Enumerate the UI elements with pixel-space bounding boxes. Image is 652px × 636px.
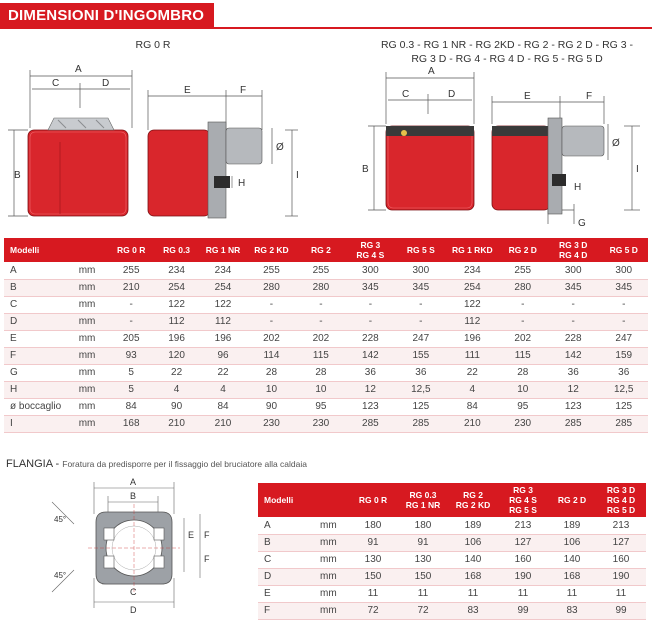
dimensions-table-header-cell: RG 2: [297, 238, 345, 262]
dimensions-table-row: [4, 347, 648, 364]
flange-table-cell: mm: [320, 585, 348, 602]
dimensions-table-cell: 115: [499, 347, 547, 364]
dim-label-h-2: H: [574, 182, 582, 193]
flange-table-cell: 91: [348, 534, 398, 551]
flange-table-header-cell: Modelli: [258, 483, 320, 517]
dimensions-table-cell: 159: [599, 347, 648, 364]
dimensions-table-cell: 115: [297, 347, 345, 364]
dimensions-table-cell: C: [4, 296, 79, 313]
flange-label-d: D: [130, 605, 137, 615]
flangia-heading: [6, 458, 307, 470]
dimensions-table-cell: 285: [547, 415, 599, 432]
dimensions-table-cell: 122: [200, 296, 246, 313]
dimensions-table-cell: 114: [246, 347, 296, 364]
burner-drawing-models: [352, 64, 652, 236]
dim-label-phi-2: Ø: [612, 138, 620, 149]
flange-table-cell: 11: [498, 585, 548, 602]
flange-table-header-cell: RG 2 D: [548, 483, 596, 517]
flange-table-cell: 168: [548, 568, 596, 585]
dimensions-table-cell: 247: [396, 330, 446, 347]
dimensions-table-cell: 123: [547, 398, 599, 415]
dimensions-table-cell: 10: [297, 381, 345, 398]
flange-label-deg-top: 45°: [54, 515, 67, 524]
flange-label-a: A: [130, 477, 137, 487]
dimensions-table-cell: 285: [345, 415, 395, 432]
dimensions-table-cell: -: [599, 313, 648, 330]
dim-label-h: H: [238, 178, 246, 189]
dim-label-e: E: [184, 85, 191, 96]
dimensions-table-cell: H: [4, 381, 79, 398]
dimensions-table-header-cell: RG 5 S: [396, 238, 446, 262]
dimensions-table: [4, 238, 648, 433]
flange-table-cell: A: [258, 517, 320, 534]
dimensions-table-cell: 254: [446, 279, 498, 296]
flange-table-cell: 11: [596, 585, 646, 602]
dimensions-table-cell: 345: [345, 279, 395, 296]
dimensions-table-cell: -: [345, 313, 395, 330]
dimensions-table-cell: 28: [246, 364, 296, 381]
dimensions-table-cell: mm: [79, 381, 109, 398]
flange-table-cell: C: [258, 551, 320, 568]
dimensions-table-cell: 22: [446, 364, 498, 381]
dimensions-table-row: [4, 330, 648, 347]
dimensions-table-cell: F: [4, 347, 79, 364]
dimensions-table-cell: 228: [547, 330, 599, 347]
dimensions-table-header-cell: RG 3 D RG 4 D: [547, 238, 599, 262]
flange-table-cell: 72: [398, 602, 448, 619]
flange-table-cell: 106: [448, 534, 498, 551]
dimensions-table-row: [4, 364, 648, 381]
dimensions-table-cell: mm: [79, 330, 109, 347]
flange-table-cell: 213: [596, 517, 646, 534]
flange-table-cell: 11: [448, 585, 498, 602]
dimensions-table-cell: 228: [345, 330, 395, 347]
flange-drawing: [50, 474, 220, 626]
dimensions-table-row: [4, 296, 648, 313]
flange-table-cell: 83: [548, 602, 596, 619]
flange-table-cell: 91: [398, 534, 448, 551]
dimensions-table-row: [4, 381, 648, 398]
dimensions-table-cell: 300: [345, 262, 395, 279]
dimensions-table-cell: 112: [200, 313, 246, 330]
flange-table-cell: 127: [498, 534, 548, 551]
dim-label-b-2: B: [362, 164, 369, 175]
dimensions-table-cell: A: [4, 262, 79, 279]
dimensions-table-header-cell: Modelli: [4, 238, 79, 262]
dimensions-table-cell: B: [4, 279, 79, 296]
dimensions-table-cell: 230: [499, 415, 547, 432]
dimensions-table-cell: 230: [297, 415, 345, 432]
dimensions-table-cell: 210: [109, 279, 153, 296]
dimensions-table-header-cell: RG 1 RKD: [446, 238, 498, 262]
dimensions-table-cell: 280: [499, 279, 547, 296]
dimensions-table-cell: 28: [297, 364, 345, 381]
dimensions-table-cell: 168: [109, 415, 153, 432]
dimensions-table-cell: -: [547, 296, 599, 313]
dimensions-table-cell: I: [4, 415, 79, 432]
flange-table-cell: 150: [348, 568, 398, 585]
flange-table-header-cell: RG 0.3 RG 1 NR: [398, 483, 448, 517]
flange-table-row: [258, 534, 646, 551]
dimensions-table-cell: 4: [200, 381, 246, 398]
dim-label-i-2: I: [636, 164, 639, 175]
flange-table-cell: 189: [448, 517, 498, 534]
dimensions-table-row: [4, 313, 648, 330]
flange-table-cell: 99: [498, 602, 548, 619]
burner-drawing-rg0r: [0, 58, 320, 230]
flange-table-cell: 106: [548, 534, 596, 551]
flange-label-deg-bottom: 45°: [54, 571, 67, 580]
dimensions-table-cell: 255: [297, 262, 345, 279]
dimensions-table-header-cell: RG 5 D: [599, 238, 648, 262]
dimensions-table-cell: 345: [547, 279, 599, 296]
dimensions-table-cell: -: [499, 296, 547, 313]
dimensions-table-cell: -: [396, 313, 446, 330]
flange-label-b: B: [130, 491, 137, 501]
dimensions-table-cell: mm: [79, 296, 109, 313]
dimensions-table-cell: ø boccaglio: [4, 398, 79, 415]
dimensions-table-cell: 10: [246, 381, 296, 398]
dimensions-table-cell: 202: [246, 330, 296, 347]
flange-table-cell: mm: [320, 602, 348, 619]
dim-label-g: G: [578, 218, 586, 229]
dimensions-table-cell: G: [4, 364, 79, 381]
dimensions-table-cell: 120: [153, 347, 199, 364]
flange-table-header-cell: RG 2 RG 2 KD: [448, 483, 498, 517]
dimensions-table-row: [4, 279, 648, 296]
dimensions-table-cell: 10: [499, 381, 547, 398]
dimensions-table-row: [4, 262, 648, 279]
dimensions-table-cell: 84: [200, 398, 246, 415]
flange-table-cell: D: [258, 568, 320, 585]
dimensions-table-cell: 28: [499, 364, 547, 381]
flange-table-cell: 140: [548, 551, 596, 568]
flange-table-header-cell: RG 0 R: [348, 483, 398, 517]
dimensions-table-cell: -: [246, 313, 296, 330]
flange-table-cell: mm: [320, 568, 348, 585]
flange-table-cell: 189: [548, 517, 596, 534]
dimensions-table-cell: 84: [109, 398, 153, 415]
dimensions-table-cell: 5: [109, 364, 153, 381]
dimensions-table-cell: -: [297, 296, 345, 313]
dimensions-table-cell: mm: [79, 415, 109, 432]
dimensions-table-cell: 112: [153, 313, 199, 330]
dimensions-table-cell: E: [4, 330, 79, 347]
dimensions-table-cell: mm: [79, 398, 109, 415]
dim-label-a-2: A: [428, 66, 435, 77]
dimensions-table-cell: 280: [297, 279, 345, 296]
dimensions-table-header-cell: RG 2 D: [499, 238, 547, 262]
dimensions-table-cell: 93: [109, 347, 153, 364]
dim-label-c-2: C: [402, 89, 410, 100]
flange-table-cell: 11: [348, 585, 398, 602]
dimensions-table-cell: 36: [396, 364, 446, 381]
dimensions-table-cell: 36: [599, 364, 648, 381]
dimensions-table-cell: 205: [109, 330, 153, 347]
dimensions-table-cell: 196: [153, 330, 199, 347]
dimensions-table-header-cell: RG 2 KD: [246, 238, 296, 262]
dimensions-table-cell: 96: [200, 347, 246, 364]
dimensions-table-cell: 12: [547, 381, 599, 398]
flange-table-header-cell: RG 3 D RG 4 D RG 5 D: [596, 483, 646, 517]
dimensions-table-cell: mm: [79, 313, 109, 330]
flange-table-row: [258, 551, 646, 568]
dimensions-table-cell: 345: [599, 279, 648, 296]
dimensions-table-cell: 345: [396, 279, 446, 296]
dimensions-table-cell: 111: [446, 347, 498, 364]
dim-label-f-2: F: [586, 91, 593, 102]
dimensions-table-cell: 125: [599, 398, 648, 415]
dimensions-table-cell: 112: [446, 313, 498, 330]
dimensions-table-cell: 4: [446, 381, 498, 398]
flange-table-cell: 168: [448, 568, 498, 585]
dimensions-table-cell: 95: [297, 398, 345, 415]
dimensions-table-cell: 84: [446, 398, 498, 415]
dimensions-table-cell: 285: [396, 415, 446, 432]
flange-table-cell: F: [258, 602, 320, 619]
flange-table-cell: 213: [498, 517, 548, 534]
dimensions-table-cell: 247: [599, 330, 648, 347]
dimensions-table-cell: -: [109, 313, 153, 330]
dimensions-table-cell: 300: [599, 262, 648, 279]
dim-label-b: B: [14, 170, 21, 181]
flange-table-header-row: [258, 483, 646, 517]
dimensions-table-cell: 300: [396, 262, 446, 279]
flange-table-row: [258, 585, 646, 602]
dimensions-table-cell: 255: [499, 262, 547, 279]
flange-table-cell: 150: [398, 568, 448, 585]
dimensions-table-cell: 285: [599, 415, 648, 432]
dim-label-d: D: [102, 78, 110, 89]
dimensions-table-cell: 210: [153, 415, 199, 432]
dimensions-table-header-cell: RG 0.3: [153, 238, 199, 262]
dim-label-e-2: E: [524, 91, 531, 102]
dimensions-table-cell: 90: [246, 398, 296, 415]
dimensions-table-cell: 142: [345, 347, 395, 364]
flange-table-cell: 127: [596, 534, 646, 551]
flange-table-header-cell: [320, 483, 348, 517]
page-title: DIMENSIONI D'INGOMBRO: [0, 3, 214, 29]
dimensions-table-cell: -: [396, 296, 446, 313]
flange-label-c: C: [130, 587, 137, 597]
dimensions-table-cell: -: [246, 296, 296, 313]
dimensions-table-cell: 123: [345, 398, 395, 415]
flange-table-cell: 190: [596, 568, 646, 585]
dimensions-table-header-cell: RG 3 RG 4 S: [345, 238, 395, 262]
caption-rg0r: RG 0 R: [135, 39, 171, 51]
dimensions-table-cell: 210: [200, 415, 246, 432]
flange-label-f-bottom: F: [204, 554, 210, 564]
caption-models-line2: RG 3 D - RG 4 - RG 4 D - RG 5 - RG 5 D: [411, 53, 603, 65]
dimensions-table-cell: 255: [246, 262, 296, 279]
flange-label-e: E: [188, 530, 195, 540]
dimensions-table-cell: -: [599, 296, 648, 313]
flange-table-cell: 130: [348, 551, 398, 568]
flange-table-row: [258, 568, 646, 585]
flange-table-cell: 99: [596, 602, 646, 619]
dimensions-table-row: [4, 415, 648, 432]
flange-table-cell: mm: [320, 534, 348, 551]
dimensions-table-cell: 230: [246, 415, 296, 432]
dimensions-table-cell: 234: [446, 262, 498, 279]
dimensions-table-cell: 254: [200, 279, 246, 296]
dimensions-table-cell: mm: [79, 364, 109, 381]
flange-table-cell: 160: [498, 551, 548, 568]
dimensions-table-cell: 22: [153, 364, 199, 381]
dimensions-table-cell: 202: [499, 330, 547, 347]
dim-label-phi: Ø: [276, 142, 284, 153]
dimensions-table-cell: D: [4, 313, 79, 330]
dimensions-table-header-cell: [79, 238, 109, 262]
flange-table-cell: 11: [398, 585, 448, 602]
flange-table-cell: 140: [448, 551, 498, 568]
dimensions-table-cell: 122: [153, 296, 199, 313]
dim-label-c: C: [52, 78, 60, 89]
flange-table-header-cell: RG 3 RG 4 S RG 5 S: [498, 483, 548, 517]
dimensions-table-cell: -: [297, 313, 345, 330]
dimensions-table-header-cell: RG 0 R: [109, 238, 153, 262]
dimensions-table-cell: mm: [79, 262, 109, 279]
flange-table-cell: 83: [448, 602, 498, 619]
flangia-title: FLANGIA -: [6, 458, 60, 470]
dimensions-table-cell: 12: [345, 381, 395, 398]
dimensions-table-cell: -: [499, 313, 547, 330]
dimensions-table-cell: 202: [297, 330, 345, 347]
dimensions-table-cell: 122: [446, 296, 498, 313]
dimensions-table-cell: 280: [246, 279, 296, 296]
dimensions-table-header-cell: RG 1 NR: [200, 238, 246, 262]
dimensions-table-cell: 142: [547, 347, 599, 364]
dimensions-table-cell: 12,5: [599, 381, 648, 398]
dimensions-table-cell: 210: [446, 415, 498, 432]
dimensions-table-cell: -: [547, 313, 599, 330]
flange-table-cell: 160: [596, 551, 646, 568]
flange-table-cell: mm: [320, 517, 348, 534]
dimensions-table-cell: 125: [396, 398, 446, 415]
dimensions-table-cell: -: [109, 296, 153, 313]
dim-label-i: I: [296, 170, 299, 181]
dimensions-table-cell: 36: [345, 364, 395, 381]
dimensions-table-cell: 95: [499, 398, 547, 415]
dimensions-table-cell: 5: [109, 381, 153, 398]
dimensions-table-cell: mm: [79, 279, 109, 296]
flange-table-cell: 72: [348, 602, 398, 619]
flange-table-cell: 190: [498, 568, 548, 585]
flange-label-f-top: F: [204, 530, 210, 540]
dimensions-table-row: [4, 398, 648, 415]
flange-table-cell: B: [258, 534, 320, 551]
dimensions-table-cell: 234: [200, 262, 246, 279]
dimensions-table-cell: 196: [200, 330, 246, 347]
flange-table-cell: E: [258, 585, 320, 602]
dimensions-table-cell: 300: [547, 262, 599, 279]
flange-table: [258, 483, 646, 620]
dimensions-table-cell: 255: [109, 262, 153, 279]
dimensions-table-cell: 4: [153, 381, 199, 398]
dimensions-table-cell: 155: [396, 347, 446, 364]
dimensions-table-cell: 90: [153, 398, 199, 415]
flange-table-row: [258, 517, 646, 534]
dimensions-table-cell: 36: [547, 364, 599, 381]
flange-table-cell: 11: [548, 585, 596, 602]
flange-table-row: [258, 602, 646, 619]
caption-models-line1: RG 0.3 - RG 1 NR - RG 2KD - RG 2 - RG 2 D - RG 3 -: [380, 39, 634, 51]
dimensions-table-cell: 234: [153, 262, 199, 279]
flangia-subtitle: Foratura da predisporre per il fissaggio del bruciatore alla caldaia: [62, 459, 307, 469]
dimensions-table-cell: -: [345, 296, 395, 313]
dim-label-a: A: [75, 64, 82, 75]
dimensions-table-cell: 22: [200, 364, 246, 381]
dimensions-table-cell: mm: [79, 347, 109, 364]
dim-label-f: F: [240, 85, 247, 96]
dim-label-d-2: D: [448, 89, 456, 100]
flange-table-cell: 180: [398, 517, 448, 534]
table-header-row: [4, 238, 648, 262]
dimensions-table-cell: 12,5: [396, 381, 446, 398]
flange-table-cell: 130: [398, 551, 448, 568]
dimensions-table-cell: 254: [153, 279, 199, 296]
page-header: [0, 3, 652, 29]
dimensions-table-cell: 196: [446, 330, 498, 347]
flange-table-cell: 180: [348, 517, 398, 534]
flange-table-cell: mm: [320, 551, 348, 568]
